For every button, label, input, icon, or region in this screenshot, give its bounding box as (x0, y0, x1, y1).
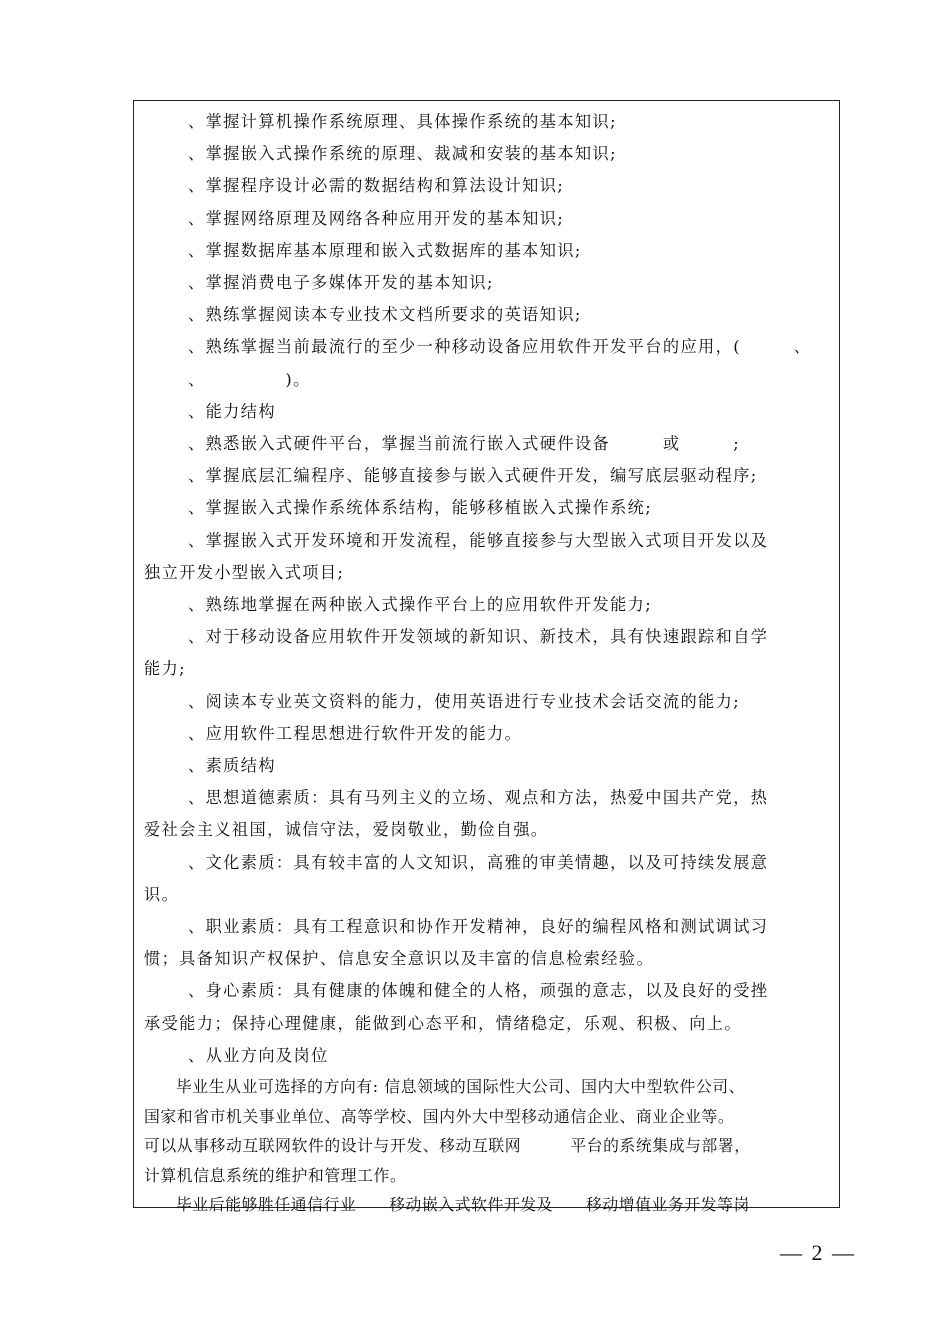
page-number: — 2 — (780, 1240, 856, 1265)
paragraph-line: 国家和省市机关事业单位、高等学校、国内外大中型移动通信企业、商业企业等。 (144, 1106, 735, 1126)
paragraph-line: 毕业后能够胜任通信行业 移动嵌入式软件开发及 移动增值业务开发等岗 (176, 1195, 750, 1215)
paragraph-line: 计算机信息系统的维护和管理工作。 (144, 1165, 407, 1185)
text-line: 、掌握计算机操作系统原理、具体操作系统的基本知识; (188, 112, 617, 131)
paragraph-line: 可以从事移动互联网软件的设计与开发、移动互联网 平台的系统集成与部署， (144, 1136, 751, 1156)
text-line: 独立开发小型嵌入式项目; (144, 562, 345, 582)
text-line: 、素质结构 (188, 756, 276, 776)
text-line: 、从业方向及岗位 (188, 1045, 329, 1065)
text-line: 、熟练掌握当前最流行的至少一种移动设备应用软件开发平台的应用，( 、 (188, 337, 812, 357)
text-line: 爱社会主义祖国，诚信守法，爱岗敬业，勤俭自强。 (144, 820, 549, 840)
knowledge-and-ability-list (144, 106, 831, 1072)
text-line: 、掌握网络原理及网络各种应用开发的基本知识; (188, 208, 565, 228)
text-line: 识。 (144, 884, 180, 904)
text-line: 、掌握数据库基本原理和嵌入式数据库的基本知识; (188, 240, 582, 260)
text-line: 、应用软件工程思想进行软件开发的能力。 (188, 723, 523, 743)
text-line: 、掌握程序设计必需的数据结构和算法设计知识; (188, 176, 565, 196)
text-line: 、对于移动设备应用软件开发领域的新知识、新技术，具有快速跟踪和自学 (188, 627, 769, 647)
paragraph-line: 毕业生从业可选择的方向有: 信息领域的国际性大公司、国内大中型软件公司、 (176, 1077, 746, 1097)
text-line: 能力; (144, 659, 187, 679)
document-body (144, 106, 831, 1220)
text-line: 、掌握消费电子多媒体开发的基本知识; (188, 273, 494, 293)
text-line: 、掌握嵌入式开发环境和开发流程，能够直接参与大型嵌入式项目开发以及 (188, 530, 769, 550)
text-line: 承受能力；保持心理健康，能做到心态平和，情绪稳定，乐观、积极、向上。 (144, 1013, 742, 1033)
text-line: 、思想道德素质：具有马列主义的立场、观点和方法，热爱中国共产党，热 (188, 788, 769, 808)
text-line: 、职业素质：具有工程意识和协作开发精神，良好的编程风格和测试调试习 (188, 917, 769, 937)
text-line: 、熟练掌握阅读本专业技术文档所要求的英语知识; (188, 305, 582, 325)
text-line: 、 )。 (188, 369, 311, 389)
career-direction-section (144, 1072, 831, 1220)
document-table-frame (133, 100, 840, 1215)
text-line: 、阅读本专业英文资料的能力，使用英语进行专业技术会话交流的能力; (188, 691, 741, 711)
text-line: 、掌握嵌入式操作系统体系结构，能够移植嵌入式操作系统; (188, 498, 653, 518)
text-line: 、能力结构 (188, 401, 276, 421)
text-line: 、掌握底层汇编程序、能够直接参与嵌入式硬件开发，编写底层驱动程序; (188, 466, 758, 486)
text-line: 、掌握嵌入式操作系统的原理、裁减和安装的基本知识; (188, 144, 617, 164)
text-line: 、熟练地掌握在两种嵌入式操作平台上的应用软件开发能力; (188, 595, 653, 615)
text-line: 惯；具备知识产权保护、信息安全意识以及丰富的信息检索经验。 (144, 949, 655, 969)
text-line: 、熟悉嵌入式硬件平台，掌握当前流行嵌入式硬件设备 或 ; (188, 434, 741, 454)
text-line: 、文化素质：具有较丰富的人文知识，高雅的审美情趣，以及可持续发展意 (188, 852, 769, 872)
text-line: 、身心素质：具有健康的体魄和健全的人格，顽强的意志，以及良好的受挫 (188, 981, 769, 1001)
